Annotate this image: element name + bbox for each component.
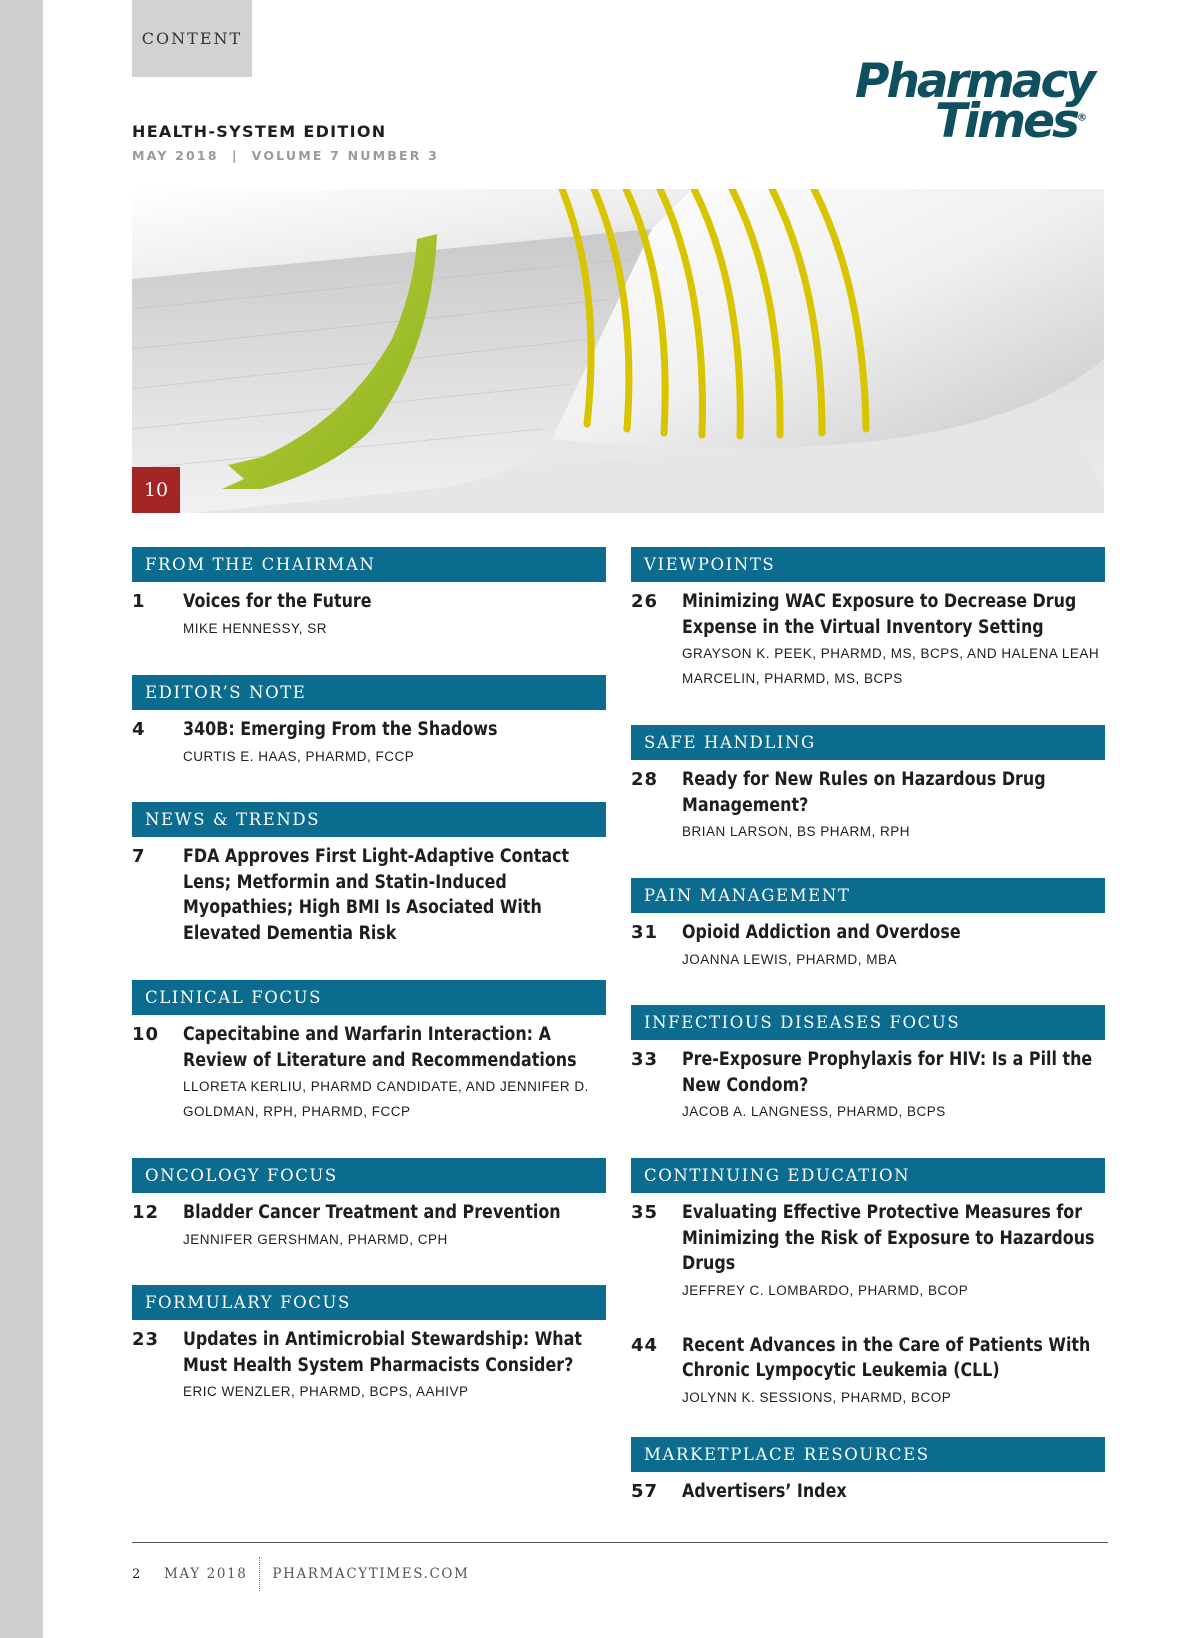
section-header: SAFE HANDLING — [631, 725, 1105, 760]
section-oncology-focus — [132, 1158, 606, 1252]
toc-entry[interactable] — [631, 1479, 1105, 1505]
section-news-and-trends — [132, 802, 606, 946]
entry-page: 44 — [631, 1334, 659, 1356]
entry-authors: LLORETA KERLIU, PHARMD CANDIDATE, AND JENNIFER D. GOLDMAN, RPH, PHARMD, FCCP — [183, 1079, 589, 1119]
issue-info: MAY 2018 | VOLUME 7 NUMBER 3 — [132, 148, 440, 163]
footer-divider — [132, 1542, 1108, 1543]
left-margin-strip — [0, 0, 43, 1638]
toc-entry[interactable] — [631, 589, 1105, 691]
section-header: EDITOR’S NOTE — [132, 675, 606, 710]
section-clinical-focus — [132, 980, 606, 1124]
entry-authors: CURTIS E. HAAS, PHARMD, FCCP — [183, 748, 415, 764]
section-header: ONCOLOGY FOCUS — [132, 1158, 606, 1193]
entry-title: Pre-Exposure Prophylaxis for HIV: Is a Pill the New Condom? — [682, 1049, 1093, 1096]
entry-title: Bladder Cancer Treatment and Prevention — [183, 1202, 561, 1223]
entry-authors: BRIAN LARSON, BS PHARM, RPH — [682, 824, 911, 839]
page-footer — [132, 1557, 469, 1591]
footer-page-number: 2 — [132, 1566, 141, 1582]
entry-page: 4 — [132, 719, 146, 740]
section-header: NEWS & TRENDS — [132, 802, 606, 837]
entry-page: 57 — [631, 1481, 659, 1502]
entry-page: 10 — [132, 1024, 160, 1045]
section-pain-management — [631, 878, 1105, 972]
toc-entry[interactable] — [132, 844, 606, 946]
entry-page: 33 — [631, 1049, 659, 1070]
section-header: CONTINUING EDUCATION — [631, 1158, 1105, 1193]
entry-authors: JOANNA LEWIS, PHARMD, MBA — [682, 951, 898, 967]
entry-title: Minimizing WAC Exposure to Decrease Drug Expense in the Virtual Inventory Setting — [682, 591, 1077, 638]
toc-entry[interactable] — [631, 767, 1105, 844]
featured-page-badge: 10 — [132, 467, 180, 513]
entry-title: 340B: Emerging From the Shadows — [183, 719, 498, 740]
content-tab: CONTENT — [132, 0, 252, 77]
entry-page: 35 — [631, 1202, 659, 1223]
section-safe-handling — [631, 725, 1105, 844]
book-with-bookmark-image — [132, 189, 1104, 513]
section-header: INFECTIOUS DISEASES FOCUS — [631, 1005, 1105, 1040]
entry-authors: JOLYNN K. SESSIONS, PHARMD, BCOP — [682, 1389, 952, 1405]
section-continuing-education — [631, 1158, 1105, 1410]
section-header: PAIN MANAGEMENT — [631, 878, 1105, 913]
section-infectious-diseases-focus — [631, 1005, 1105, 1124]
entry-page: 26 — [631, 591, 659, 612]
section-header: FORMULARY FOCUS — [132, 1285, 606, 1320]
logo-line1: Pharmacy — [855, 54, 1093, 109]
entry-title: Recent Advances in the Care of Patients With Chronic Lympocytic Leukemia (CLL) — [682, 1334, 1091, 1381]
footer-website[interactable]: PHARMACYTIMES.COM — [272, 1566, 470, 1582]
entry-title: Capecitabine and Warfarin Interaction: A Review of Literature and Recommendations — [183, 1024, 577, 1071]
section-formulary-focus — [132, 1285, 606, 1404]
edition-title: HEALTH-SYSTEM EDITION — [132, 122, 387, 141]
entry-title: Ready for New Rules on Hazardous Drug Management? — [682, 769, 1046, 816]
section-header: CLINICAL FOCUS — [132, 980, 606, 1015]
toc-entry[interactable] — [631, 1333, 1105, 1410]
entry-authors: ERIC WENZLER, PHARMD, BCPS, AAHIVP — [183, 1384, 469, 1399]
toc-entry[interactable] — [132, 1022, 606, 1124]
entry-authors: JACOB A. LANGNESS, PHARMD, BCPS — [682, 1104, 946, 1119]
section-header: VIEWPOINTS — [631, 547, 1105, 582]
section-viewpoints — [631, 547, 1105, 691]
section-marketplace-resources — [631, 1437, 1105, 1505]
section-from-the-chairman — [132, 547, 606, 641]
entry-page: 7 — [132, 846, 146, 867]
section-header: FROM THE CHAIRMAN — [132, 547, 606, 582]
entry-page: 28 — [631, 769, 659, 790]
entry-page: 23 — [132, 1329, 160, 1350]
entry-authors: GRAYSON K. PEEK, PHARMD, MS, BCPS, AND HALENA LEAH MARCELIN, PHARMD, MS, BCPS — [682, 646, 1100, 686]
entry-authors: JEFFREY C. LOMBARDO, PHARMD, BCOP — [682, 1282, 969, 1298]
logo-line2: Times® — [935, 94, 1087, 149]
entry-title: Updates in Antimicrobial Stewardship: What Must Health System Pharmacists Consider? — [183, 1329, 582, 1376]
entry-page: 12 — [132, 1202, 160, 1223]
toc-entry[interactable] — [132, 1327, 606, 1404]
entry-authors: JENNIFER GERSHMAN, PHARMD, CPH — [183, 1231, 448, 1247]
entry-title: Evaluating Effective Protective Measures for Minimizing the Risk of Exposure to Hazardous Drugs — [682, 1202, 1095, 1274]
footer-date: MAY 2018 — [164, 1566, 248, 1582]
toc-entry[interactable] — [631, 1047, 1105, 1124]
toc-entry[interactable] — [631, 920, 1105, 972]
footer-separator — [259, 1557, 260, 1591]
entry-title: Advertisers’ Index — [682, 1481, 847, 1502]
entry-title: Opioid Addiction and Overdose — [682, 922, 961, 943]
entry-page: 1 — [132, 591, 146, 612]
section-editors-note — [132, 675, 606, 769]
toc-entry[interactable] — [132, 1200, 606, 1252]
entry-title: Voices for the Future — [183, 591, 372, 612]
toc-entry[interactable] — [132, 717, 606, 769]
entry-page: 31 — [631, 922, 659, 943]
entry-authors: MIKE HENNESSY, SR — [183, 620, 328, 636]
section-header: MARKETPLACE RESOURCES — [631, 1437, 1105, 1472]
toc-entry[interactable] — [132, 589, 606, 641]
entry-title: FDA Approves First Light-Adaptive Contact Lens; Metformin and Statin-Induced Myopathies; High BMI Is Asociated With Elevated Dementia Risk — [183, 846, 570, 944]
pharmacy-times-logo — [855, 54, 1105, 149]
toc-entry[interactable] — [631, 1200, 1105, 1303]
